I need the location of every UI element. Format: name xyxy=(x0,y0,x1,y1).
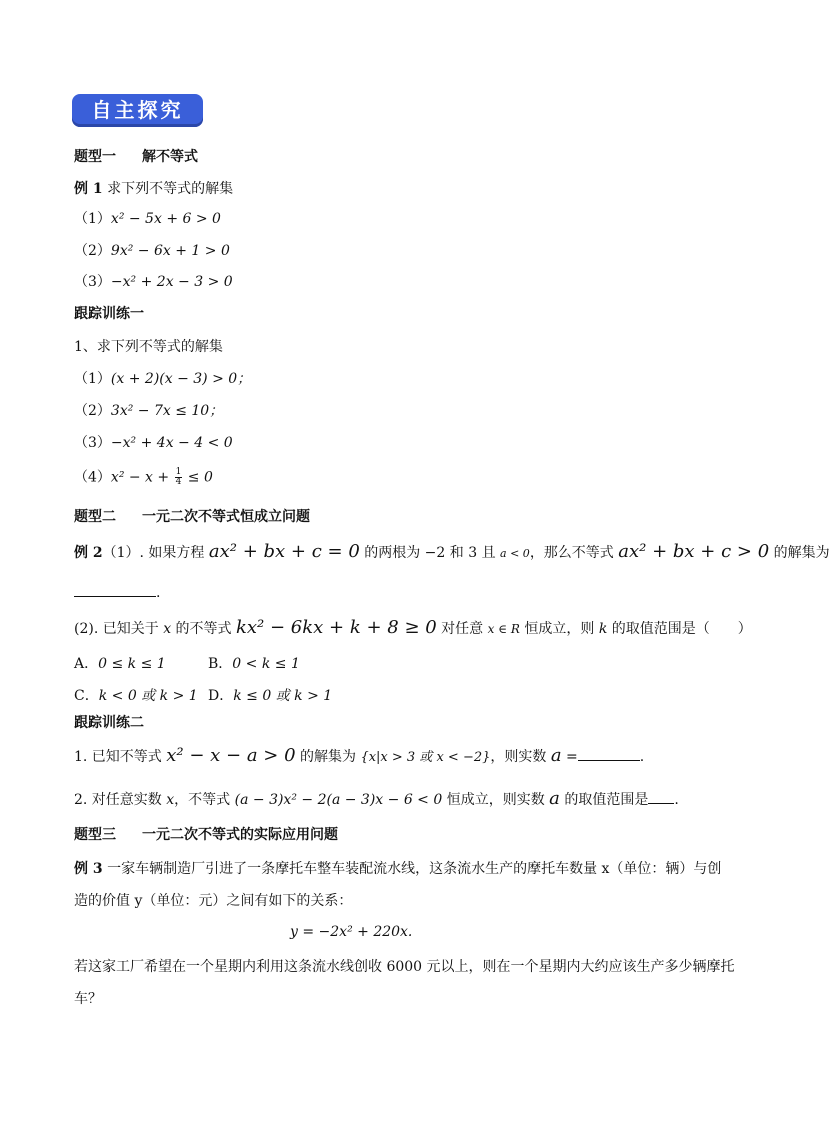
item-math: (x + 2)(x − 3) > 0； xyxy=(110,371,252,387)
item-math: 9x² − 6x + 1 > 0 xyxy=(110,243,230,259)
example3-line-3: 若这家工厂希望在一个星期内利用这条流水线创收 6000 元以上，则在一个星期内大约应该生产多少辆摩托 xyxy=(74,959,735,975)
item-number: （4） xyxy=(74,469,111,486)
q2-text: 的不等式 xyxy=(171,621,236,637)
type2-title: 一元二次不等式恒成立问题 xyxy=(142,509,310,525)
p2-text: 2. 对任意实数 xyxy=(74,792,167,808)
practice1-item-3 xyxy=(74,434,233,452)
item-math: −x² + 4x − 4 < 0 xyxy=(110,435,233,451)
q2-variable: x xyxy=(163,621,172,637)
example1-item-3 xyxy=(74,273,233,291)
answer-blank[interactable] xyxy=(578,746,640,761)
example1-item-2 xyxy=(74,242,230,260)
item-number: （3） xyxy=(74,435,111,451)
example1-text: 求下列不等式的解集 xyxy=(107,181,234,197)
p1-text: 的解集为 xyxy=(295,749,361,765)
q1-text: ，那么不等式 xyxy=(529,545,619,561)
q1-text: （1）. 如果方程 xyxy=(102,545,209,561)
example2-tag: 例 2 xyxy=(74,545,103,561)
example3-formula: y = −2x² + 220x. xyxy=(290,924,413,940)
p1-text: 1. 已知不等式 xyxy=(74,749,167,765)
practice1-heading: 跟踪训练一 xyxy=(74,306,144,322)
q1-period: . xyxy=(156,585,161,601)
q2-text: 的取值范围是（ ） xyxy=(607,621,752,637)
q1-text: 的两根为 −2 和 3 且 xyxy=(359,545,501,561)
option-b[interactable] xyxy=(208,655,300,673)
q1-condition: a < 0 xyxy=(500,547,530,560)
type2-label: 题型二 xyxy=(74,509,116,525)
item-number: （1） xyxy=(74,211,111,227)
item-number: （1） xyxy=(74,371,111,387)
item-math: −x² + 2x − 3 > 0 xyxy=(110,274,233,290)
p1-inequality: x² − x − a > 0 xyxy=(166,745,296,766)
fraction-numerator: 1 xyxy=(175,467,182,477)
option-key: D． xyxy=(208,688,234,704)
q2-text: (2). 已知关于 xyxy=(74,621,164,637)
fraction-denominator: 4 xyxy=(175,477,182,487)
item-math: ≤ 0 xyxy=(183,469,213,486)
option-d[interactable] xyxy=(208,687,332,705)
q2-inequality: kx² − 6kx + k + 8 ≥ 0 xyxy=(236,617,437,638)
practice2-q1 xyxy=(74,746,644,767)
example3-line-1 xyxy=(74,860,721,878)
type3-heading xyxy=(74,826,338,844)
option-a[interactable] xyxy=(74,655,166,673)
q2-text: 对任意 xyxy=(436,621,488,637)
type1-title: 解不等式 xyxy=(142,149,198,165)
example2-q1-answer xyxy=(74,582,160,602)
example3-tag: 例 3 xyxy=(74,861,103,877)
p2-text: 恒成立，则实数 xyxy=(442,792,550,808)
option-text: k < 0 或 k > 1 xyxy=(98,688,198,704)
example1-tag: 例 1 xyxy=(74,181,103,197)
type3-title: 一元二次不等式的实际应用问题 xyxy=(142,827,338,843)
option-text: 0 ≤ k ≤ 1 xyxy=(98,656,166,672)
item-math: 3x² − 7x ≤ 10； xyxy=(110,403,224,419)
p1-text: ，则实数 xyxy=(490,749,551,765)
answer-blank[interactable] xyxy=(74,582,156,597)
q2-domain: x ∈ R xyxy=(487,622,520,636)
type1-label: 题型一 xyxy=(74,149,116,165)
item-number: （2） xyxy=(74,243,111,259)
p1-variable: a xyxy=(550,745,562,766)
practice1-item-1 xyxy=(74,370,251,388)
fraction xyxy=(175,468,183,487)
practice2-heading: 跟踪训练二 xyxy=(74,715,144,731)
option-text: k ≤ 0 或 k > 1 xyxy=(233,688,333,704)
item-number: （2） xyxy=(74,403,111,419)
practice1-item-4 xyxy=(74,468,213,487)
q1-equation: ax² + bx + c = 0 xyxy=(208,541,360,562)
p2-text: ，不等式 xyxy=(174,792,235,808)
p1-solution-set: {x|x > 3 或 x < −2} xyxy=(360,750,491,765)
option-key: A． xyxy=(74,656,99,672)
practice1-intro: 1、求下列不等式的解集 xyxy=(74,339,223,355)
answer-blank[interactable] xyxy=(648,789,674,804)
option-key: C． xyxy=(74,688,99,704)
q2-variable: k xyxy=(598,621,608,637)
q2-text: 恒成立，则 xyxy=(519,621,599,637)
p1-period: . xyxy=(639,749,645,765)
p2-variable: x xyxy=(166,792,175,808)
p2-text: 的取值范围是 xyxy=(559,792,649,808)
option-text: 0 < k ≤ 1 xyxy=(232,656,300,672)
q1-inequality: ax² + bx + c > 0 xyxy=(618,541,770,562)
example3-line-2: 造的价值 y（单位：元）之间有如下的关系： xyxy=(74,893,353,909)
practice2-q2 xyxy=(74,789,679,809)
p2-inequality: (a − 3)x² − 2(a − 3)x − 6 < 0 xyxy=(234,792,443,808)
example1-item-1 xyxy=(74,210,221,228)
p2-variable: a xyxy=(549,788,560,809)
p2-period: . xyxy=(674,792,679,808)
example2-q2 xyxy=(74,619,752,638)
example2-q1 xyxy=(74,543,830,563)
example3-line-4: 车？ xyxy=(74,991,102,1007)
example1-prompt xyxy=(74,180,233,198)
type1-heading xyxy=(74,148,198,166)
example3-text: 一家车辆制造厂引进了一条摩托车整车装配流水线，这条流水生产的摩托车数量 x（单位：辆）与创 xyxy=(107,861,722,877)
practice1-item-2 xyxy=(74,402,223,420)
q1-text: 的解集为 xyxy=(769,545,830,561)
item-number: （3） xyxy=(74,274,111,290)
option-c[interactable] xyxy=(74,687,198,705)
option-key: B． xyxy=(208,656,233,672)
section-banner: 自主探究 xyxy=(72,94,203,127)
item-math: x² − 5x + 6 > 0 xyxy=(110,211,221,227)
type3-label: 题型三 xyxy=(74,827,116,843)
item-math: x² − x + xyxy=(110,469,174,486)
type2-heading xyxy=(74,508,310,526)
p1-text: = xyxy=(561,749,578,765)
